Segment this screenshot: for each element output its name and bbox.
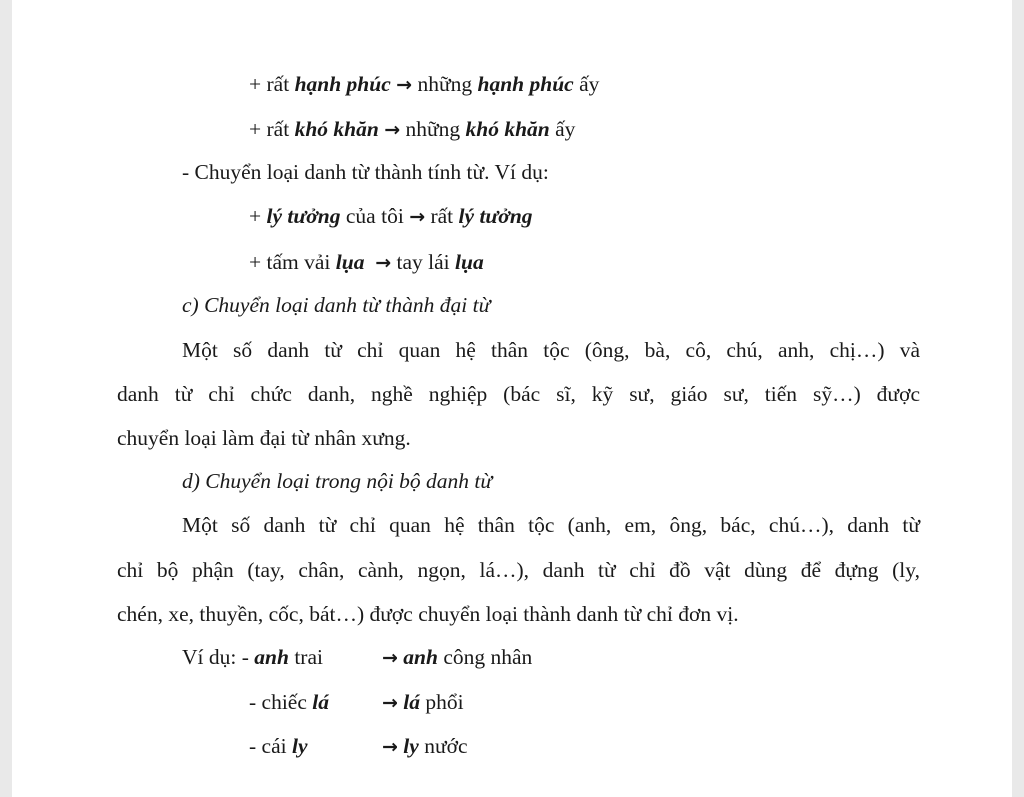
text-segment: + rất — [249, 117, 295, 141]
example-line-ly-tuong — [249, 202, 533, 231]
text-segment: ấy — [573, 72, 600, 96]
text-segment: trai — [288, 645, 323, 669]
bold-term: lý tưởng — [458, 204, 533, 228]
example-line-lua — [249, 248, 484, 277]
text-segment: những — [412, 72, 478, 96]
bold-term: lá — [312, 690, 329, 714]
text-segment: tay lái — [391, 250, 456, 274]
text-segment: Ví dụ: - — [182, 645, 255, 669]
text-segment: công nhân — [437, 645, 533, 669]
bold-term: ly — [403, 734, 419, 758]
right-arrow-icon: → — [396, 74, 413, 96]
section-heading-d: d) Chuyển loại trong nội bộ danh từ — [182, 469, 493, 493]
rule-line-noun-to-adjective — [182, 158, 549, 186]
paragraph-c-line-1: Một số danh từ chỉ quan hệ thân tộc (ông, bà, cô, chú, anh, chị…) và — [182, 338, 920, 362]
bold-term: lá — [403, 690, 421, 714]
text-segment: + — [249, 204, 267, 228]
bold-term: anh — [403, 645, 438, 669]
example-row-la-right — [382, 688, 464, 717]
bold-term: hạnh phúc — [294, 72, 391, 96]
text-segment: + rất — [249, 72, 295, 96]
text-segment: phổi — [420, 690, 464, 714]
bold-term: lụa — [335, 250, 365, 274]
paragraph-d-line-2: chỉ bộ phận (tay, chân, cành, ngọn, lá…), danh từ chỉ đồ vật dùng để đựng (ly, — [117, 558, 920, 582]
right-arrow-icon: → — [382, 692, 398, 714]
bold-term: lý tưởng — [266, 204, 341, 228]
example-row-anh-right — [382, 643, 532, 672]
right-arrow-icon: → — [375, 252, 392, 274]
paragraph-d-line-3: chén, xe, thuyền, cốc, bát…) được chuyển loại thành danh từ chỉ đơn vị. — [117, 602, 739, 626]
bold-term: khó khăn — [294, 117, 379, 141]
paragraph-c-line-2: danh từ chỉ chức danh, nghề nghiệp (bác sĩ, kỹ sư, giáo sư, tiến sỹ…) được — [117, 382, 920, 406]
right-arrow-icon: → — [382, 647, 398, 669]
example-row-la — [249, 688, 329, 716]
text-segment: nước — [418, 734, 468, 758]
text-segment: + tấm vải — [249, 250, 336, 274]
paragraph-d-line-1: Một số danh từ chỉ quan hệ thân tộc (anh, em, ông, bác, chú…), danh từ — [182, 513, 920, 537]
document-page — [12, 0, 1012, 797]
example-row-anh — [182, 643, 323, 671]
text-segment: - cái — [249, 734, 292, 758]
example-line-kho-khan — [249, 115, 575, 144]
right-arrow-icon: → — [409, 206, 426, 228]
right-arrow-icon: → — [382, 736, 398, 758]
right-arrow-icon: → — [384, 119, 401, 141]
example-row-ly — [249, 732, 308, 760]
text-segment: - chiếc — [249, 690, 313, 714]
bold-term: anh — [254, 645, 289, 669]
example-line-hanh-phuc — [249, 70, 599, 99]
example-row-ly-right — [382, 732, 468, 761]
bold-term: lụa — [455, 250, 484, 274]
text-segment: - Chuyển loại danh từ thành tính từ. Ví dụ: — [182, 160, 549, 184]
text-segment: ấy — [549, 117, 576, 141]
bold-term: ly — [291, 734, 308, 758]
text-segment: của tôi — [340, 204, 410, 228]
section-heading-c: c) Chuyển loại danh từ thành đại từ — [182, 293, 491, 317]
text-segment: rất — [425, 204, 459, 228]
bold-term: hạnh phúc — [477, 72, 574, 96]
text-segment: những — [400, 117, 466, 141]
paragraph-c-line-3: chuyển loại làm đại từ nhân xưng. — [117, 426, 411, 450]
bold-term: khó khăn — [465, 117, 550, 141]
